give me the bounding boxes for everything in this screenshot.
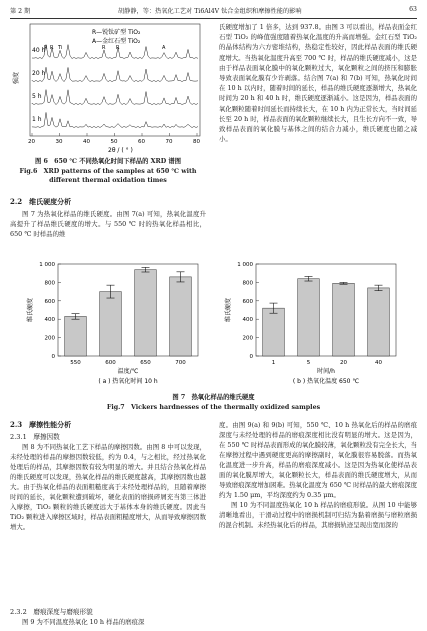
xrd-tick-label: 80 bbox=[193, 139, 200, 145]
xrd-tick-label: 40 bbox=[83, 139, 90, 145]
fig6-caption-en-2: different thermal oxidation times bbox=[49, 177, 167, 184]
y-tick-label: 1 000 bbox=[39, 262, 55, 268]
x-tick-label: 40 bbox=[375, 360, 382, 366]
xrd-figure bbox=[8, 22, 208, 154]
xrd-peak-label: R bbox=[116, 45, 120, 51]
x-tick-label: 20 bbox=[340, 360, 347, 366]
hardness-chart-b bbox=[218, 256, 408, 392]
y-tick-label: 400 bbox=[242, 317, 253, 324]
page-issue: 第 2 期 bbox=[10, 8, 31, 15]
fig6-caption-en-1: Fig.6 XRD patterns of the samples at 650 ℃ with bbox=[19, 168, 197, 175]
section-2-3-title: 2.3 摩擦性能分析 bbox=[10, 420, 72, 429]
bar bbox=[100, 292, 122, 356]
bar bbox=[368, 288, 390, 356]
xrd-curve bbox=[32, 45, 198, 59]
section-2-2-text bbox=[10, 209, 206, 240]
subfigure-label: ( a ) 热氧化时间 10 h bbox=[98, 378, 158, 385]
x-tick-label: 5 bbox=[306, 360, 311, 366]
y-tick-label: 600 bbox=[242, 298, 253, 305]
bar bbox=[333, 283, 355, 356]
section-2-3-2-paragraph: 图 9 为不同温度热氧化 10 h 样品的磨痕深 bbox=[22, 618, 145, 626]
xrd-xticks bbox=[28, 133, 200, 145]
xrd-peak-label: R bbox=[50, 45, 54, 51]
right-bottom-paragraph-1: 度。由图 9(a) 和 9(b) 可知，550 ℃、10 h 热氧化后的样品的磨痕深度与未经处理的样品的磨痕深度相比没有明显的增大。这是因为，在 550 ℃ 时样品表面形成的氧化膜较薄，氧化颗粒没有完全长大，当在摩擦过程中遇到硬度更高的摩擦副时，氧化膜很容易脱落。而热氧化温度进一步升高，样品的磨痕深度减小。这是因为热氧化使样品表面的氧化膜厚增大，氧化颗粒长大，样品表面的维氏硬度增大，从而导致磨痕深度增加困难。热氧化温度为 650 ℃ 时样品的最大磨痕深度约为 1.50 μm，平均深度约为 0.35 μm。 bbox=[219, 421, 417, 499]
section-2-2-paragraph: 图 7 为热氧化样品的维氏硬度。由图 7(a) 可知，热氧化温度升高提升了样品维氏硬度的增大。与 550 ℃ 时的热氧化样品相比，650 ℃ 时样品的维 bbox=[10, 210, 206, 239]
header-rule bbox=[10, 18, 417, 19]
right-column-top bbox=[219, 22, 417, 144]
xrd-tick-label: 50 bbox=[110, 139, 118, 145]
xrd-legend-r: R—锐钛矿型 TiO₂ bbox=[92, 29, 141, 36]
section-2-3-1-text bbox=[10, 442, 206, 532]
page-number: 63 bbox=[409, 6, 417, 13]
y-tick-label: 600 bbox=[44, 298, 55, 305]
section-2-3-2-title: 2.3.2 磨痕深度与磨痕形貌 bbox=[10, 608, 93, 616]
y-tick-label: 0 bbox=[249, 354, 253, 360]
xrd-peak-label: Ti bbox=[58, 45, 63, 51]
bar bbox=[263, 308, 285, 356]
y-axis-label: 维氏硬度 bbox=[225, 297, 232, 323]
y-tick-label: 200 bbox=[242, 335, 253, 342]
y-tick-label: 800 bbox=[242, 280, 253, 287]
x-tick-label: 650 bbox=[140, 360, 151, 366]
fig6-caption-cn: 图 6 650 ℃ 不同热氧化时间下样品的 XRD 谱图 bbox=[34, 158, 182, 165]
fig7-caption-cn: 图 7 热氧化样品的维氏硬度 bbox=[172, 394, 255, 401]
xrd-tick-label: 60 bbox=[138, 139, 145, 145]
chart-b-group bbox=[224, 262, 396, 385]
y-tick-label: 400 bbox=[44, 317, 55, 324]
section-2-3-2-text bbox=[10, 617, 206, 627]
y-tick-label: 800 bbox=[44, 280, 55, 287]
hardness-chart-a bbox=[20, 256, 210, 392]
x-axis-label: 时间/h bbox=[317, 368, 335, 375]
right-top-paragraph: 氏硬度增加了 1 倍多，达到 937.8。由图 3 可以看出，样品表面金红石型 TiO₂ 的峰值强度随着热氧化温度的升高而增强。金红石型 TiO₂ 的晶体结构为六方密堆结构，热稳定性较好，因此样品表面的维氏硬度增大。当热氧化温度升高至 700 ℃ 时，样品的维氏硬度减小，这是由于样品表面氧化膜中的氧化颗粒过大，氧化颗粒之间的挤压和膨胀导致表面氧化膜有少许剥落。结合图 7(a) 和 7(b) 可知，热氧化时间在 10 h 以内时，随着时间的延长，样品的维氏硬度逐渐增大，热氧化时间为 20 h 和 40 h 时，维氏硬度逐渐减小。这是因为，样品表面的氧化颗粒随着时间延长而持续长大，在 10 h 内为正常长大，当时间延长至 20 h 时，样品表面的氧化颗粒继续长大，且生长方向不一致，导致样品表面的氧化膜与基体之间的结合力减小，维氏硬度也随之减小。 bbox=[219, 23, 417, 144]
fig7-caption-en: Fig.7 Vickers hardnesses of the thermally oxidized samples bbox=[106, 404, 321, 411]
section-2-3-1-title: 2.3.1 摩擦因数 bbox=[10, 433, 60, 441]
y-tick-label: 0 bbox=[51, 354, 55, 360]
xrd-curve bbox=[32, 67, 198, 81]
x-tick-label: 1 bbox=[271, 360, 276, 366]
xrd-peak-label: A bbox=[162, 45, 166, 51]
xrd-curve-label-5h: 5 h bbox=[32, 93, 42, 100]
right-column-bottom bbox=[219, 420, 417, 530]
xrd-tick-label: 20 bbox=[28, 139, 35, 145]
xrd-curve-label-40h: 40 h bbox=[32, 47, 46, 54]
section-2-3-1-paragraph: 图 8 为不同热氧化工艺下样品的摩擦因数。由图 8 中可以发现，未经处理的样品的摩擦因数较低，约为 0.4，与之相比，经过热氧化处理后的样品，其摩擦因数有较为明显的增大。并且结合热氧化样品的维氏硬度可以发现，热氧化样品的维氏硬度越高，其摩擦因数也越大。由于热氧化样品的表面粗糙度高于未经处理样品的，且随着摩擦时间的延长，氧化颗粒遭到破坏，硬化表面的磨损碎屑充当第三体进入摩擦，TiO₂ 颗粒的维氏硬度远大于基体本身的维氏硬度。因此当 TiO₂ 颗粒进入摩擦区域时，样品表面粗糙度增大，从而导致摩擦因数增大。 bbox=[10, 443, 206, 531]
running-title: 胡静静，等：热氧化工艺对 Ti6Al4V 钛合金组织和摩擦性能的影响 bbox=[118, 8, 302, 15]
xrd-curve bbox=[32, 90, 198, 105]
section-2-2-title: 2.2 维氏硬度分析 bbox=[10, 197, 72, 206]
subfigure-label: ( b ) 热氧化温度 650 ℃ bbox=[292, 378, 360, 385]
bar bbox=[135, 270, 157, 356]
xrd-tick-label: 70 bbox=[165, 139, 173, 145]
chart-a-group bbox=[26, 262, 198, 385]
x-axis-label: 温度/℃ bbox=[117, 368, 139, 375]
y-tick-label: 1 000 bbox=[237, 262, 253, 268]
xrd-legend-a: A—金红石型 TiO₂ bbox=[92, 38, 141, 45]
right-bottom-paragraph-2: 图 10 为不同温度热氧化 10 h 样品的磨痕形貌。从图 10 中能够清晰地看出，干滑动过程中的磨损机制可归结为黏着磨损与磨粒磨损的混合机制。未经热氧化后的样品，其磨损轨迹呈现出宽而深的 bbox=[219, 501, 417, 529]
xrd-curve-label-20h: 20 h bbox=[32, 70, 46, 77]
bar bbox=[65, 316, 87, 356]
xrd-curve bbox=[32, 112, 198, 127]
bar bbox=[170, 277, 192, 356]
x-tick-label: 550 bbox=[70, 360, 81, 366]
xrd-tick-label: 30 bbox=[55, 139, 63, 145]
xrd-peak-label: R bbox=[44, 45, 48, 51]
xrd-ylabel: 强度 bbox=[13, 71, 20, 84]
xrd-curves bbox=[32, 45, 198, 128]
y-axis-label: 维氏硬度 bbox=[27, 297, 34, 323]
bar bbox=[298, 279, 320, 356]
y-tick-label: 200 bbox=[44, 335, 55, 342]
xrd-peak-label: R bbox=[102, 45, 106, 51]
x-tick-label: 600 bbox=[105, 360, 116, 366]
xrd-xlabel: 2θ / ( ° ) bbox=[108, 147, 133, 154]
x-tick-label: 700 bbox=[175, 360, 186, 366]
xrd-curve-label-1h: 1 h bbox=[32, 116, 42, 123]
